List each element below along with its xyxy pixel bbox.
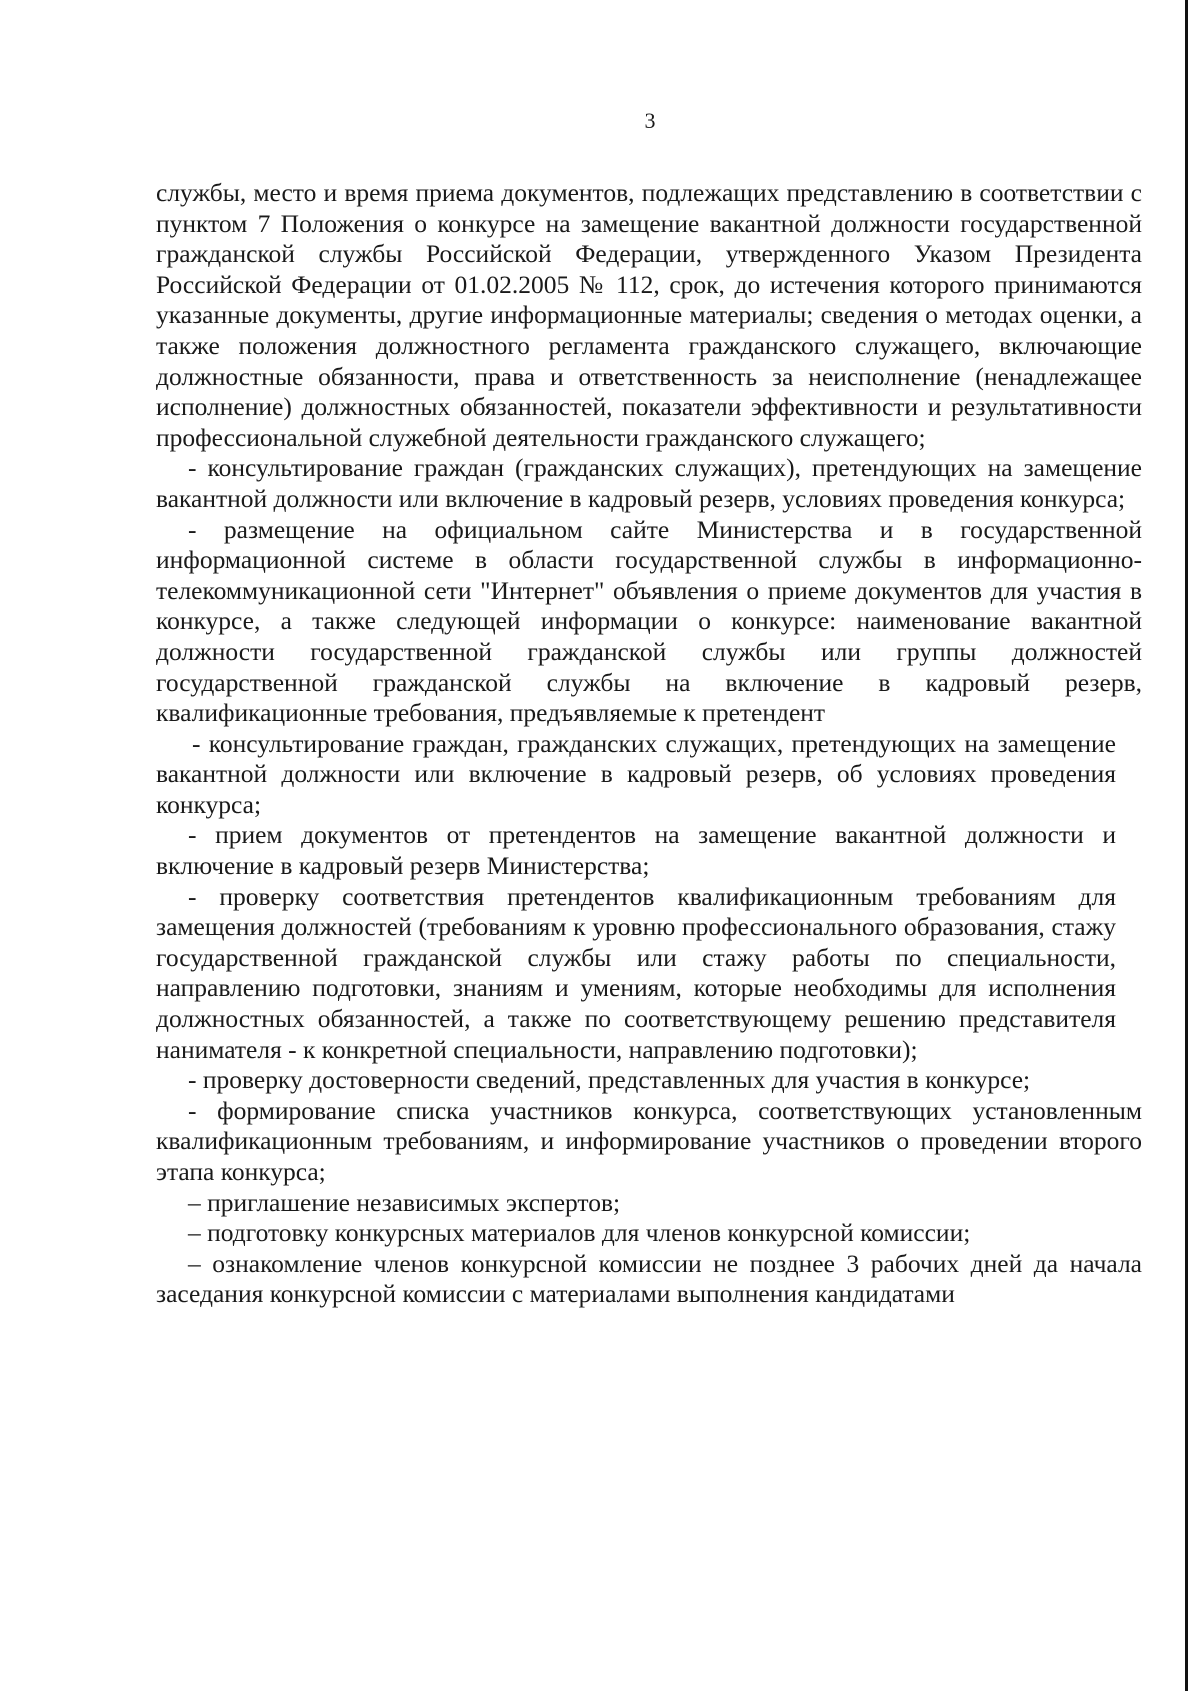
paragraph-consulting-1: - консультирование граждан (гражданских служащих), претендующих на замещение вакантной должности или включение в кадровый резерв, условиях проведения конкурса; (156, 453, 1142, 513)
paragraph-reliability-check: - проверку достоверности сведений, представленных для участия в конкурсе; (188, 1065, 1031, 1095)
page-number: 3 (644, 108, 656, 133)
paragraph-experts: – приглашение независимых экспертов; (188, 1187, 621, 1217)
paragraph-qualification-check: - проверку соответствия претендентов квалификационным требованиям для замещения должностей (требованиям к уровню профессионального образования, стажу государственной гражданской службы или стажу работы по специальности, направлению подготовки, знаниям и умениям, которые необходимы для исполнения должностных обязанностей, а также по соответствующему решению представителя нанимателя - к конкретной специальности, направлению подготовки); (156, 881, 1116, 1064)
document-body (156, 178, 1142, 1310)
paragraph-participant-list: - формирование списка участников конкурса, соответствующих установленным квалификационным требованиям, и информирование участников о проведении второго этапа конкурса; (156, 1095, 1142, 1186)
paragraph-consulting-2: - консультирование граждан, гражданских служащих, претендующих на замещение вакантной должности или включение в кадровый резерв, об условиях проведения конкурса; (156, 728, 1116, 819)
paragraph-publishing: - размещение на официальном сайте Министерства и в государственной информационной системе в области государственной службы в информационно-телекоммуникационной сети "Интернет" объявления о приеме документов для участия в конкурсе, а также следующей информации о конкурсе: наименование вакантной должности государственной гражданской службы или группы должностей государственной гражданской службы на включение в кадровый резерв, квалификационные требования, предъявляемые к претендент (156, 514, 1142, 728)
paragraph-document-intake: - прием документов от претендентов на замещение вакантной должности и включение в кадровый резерв Министерства; (156, 820, 1116, 881)
paragraph-materials: – подготовку конкурсных материалов для членов конкурсной комиссии; (188, 1218, 971, 1248)
page-edge-line (1185, 0, 1188, 1691)
paragraph-intro: службы, место и время приема документов, подлежащих представлению в соответствии с пунктом 7 Положения о конкурсе на замещение вакантной должности государственной гражданской службы Российской Федерации, утвержденного Указом Президента Российской Федерации от 01.02.2005 № 112, срок, до истечения которого принимаются указанные документы, другие информационные материалы; сведения о методах оценки, а также положения должностного регламента гражданского служащего, включающие должностные обязанности, права и ответственность за неисполнение (ненадлежащее исполнение) должностных обязанностей, показатели эффективности и результативности профессиональной служебной деятельности гражданского служащего; (156, 178, 1142, 452)
paragraph-familiarization: – ознакомление членов конкурсной комиссии не позднее 3 рабочих дней да начала заседания конкурсной комиссии с материалами выполнения кандидатами (156, 1248, 1142, 1309)
